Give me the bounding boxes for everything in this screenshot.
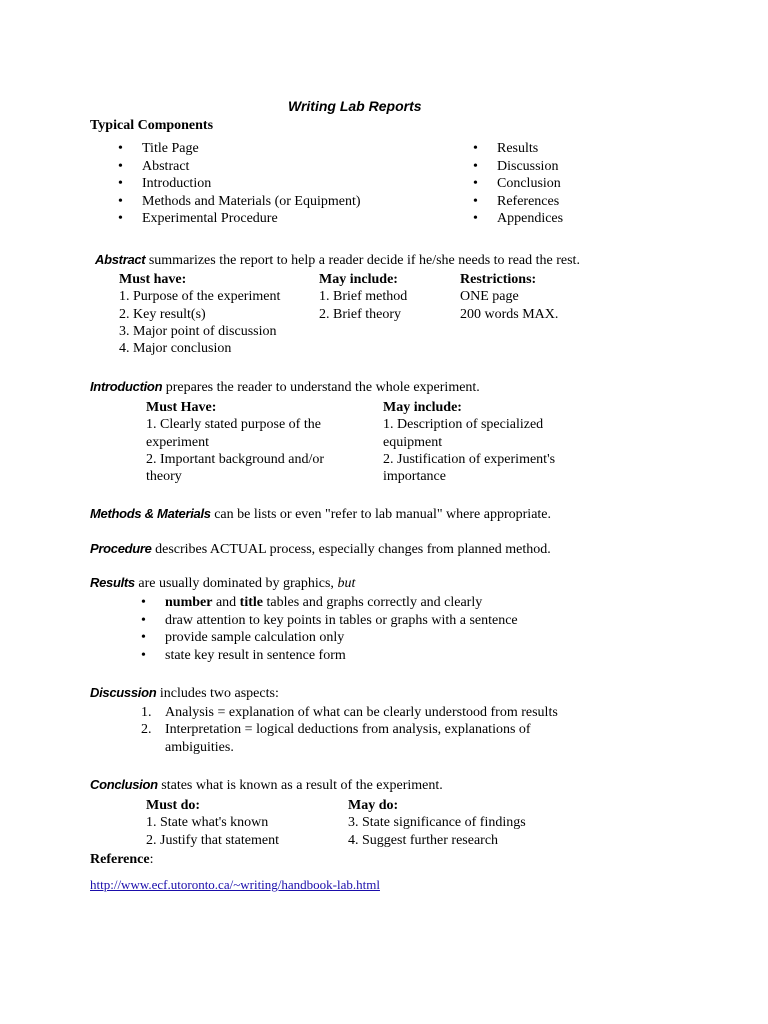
column-heading: Must do: (146, 798, 201, 813)
reference-line (90, 851, 153, 868)
list-item: 1. Description of specialized (383, 417, 544, 433)
list-item (165, 739, 558, 756)
column-heading: May do: (348, 798, 399, 813)
list-item: 2. Important background and/or (146, 451, 325, 467)
list-item: experiment (146, 434, 209, 450)
list-item (141, 721, 558, 738)
list-item: 3. Major point of discussion (119, 323, 277, 339)
column-heading: May include: (319, 272, 398, 287)
results-text: are usually dominated by graphics, (134, 576, 338, 591)
list-item: • Title Page (142, 140, 361, 158)
column-heading: Must have: (119, 272, 187, 287)
list-item: • Appendices (497, 210, 563, 228)
conclusion-term: Conclusion (90, 777, 158, 792)
list-item: • Experimental Procedure (142, 210, 361, 228)
list-item: ONE page (460, 289, 519, 305)
bold-text: title (239, 595, 263, 610)
results-term: Results (90, 575, 135, 590)
list-item: • Abstract (142, 158, 361, 176)
list-item: 2. Key result(s) (119, 306, 206, 322)
list-item: 1. Brief method (319, 289, 408, 305)
conclusion-text: states what is known as a result of the experiment. (157, 778, 443, 793)
discussion-text: includes two aspects: (156, 686, 279, 701)
results-line (90, 574, 355, 592)
abstract-term: Abstract (95, 252, 146, 267)
text: and (212, 595, 240, 610)
text: tables and graphs correctly and clearly (263, 595, 483, 610)
discussion-list (141, 704, 558, 756)
procedure-line (90, 540, 551, 558)
list-item (165, 594, 518, 612)
list-item: equipment (383, 434, 443, 450)
list-item: • Discussion (497, 158, 563, 176)
conclusion-line (90, 776, 443, 794)
abstract-may-column (319, 271, 407, 323)
abstract-must-column (119, 271, 280, 357)
abstract-line (95, 251, 580, 269)
list-item: • References (497, 193, 563, 211)
results-list (165, 594, 518, 664)
item-number: 2. (141, 722, 152, 738)
list-item: 3. State significance of findings (348, 815, 526, 831)
introduction-must-column (146, 399, 324, 485)
methods-term: Methods & Materials (90, 506, 211, 521)
list-item: 1. State what's known (146, 815, 269, 831)
methods-text: can be lists or even "refer to lab manual" where appropriate. (210, 507, 552, 522)
list-item: 2. Brief theory (319, 306, 402, 322)
column-heading: May include: (383, 400, 462, 415)
list-item: 200 words MAX. (460, 306, 559, 322)
abstract-text: summarizes the report to help a reader decide if he/she needs to read the rest. (145, 253, 580, 268)
results-text-italic: but (337, 576, 356, 591)
list-item: • Introduction (142, 175, 361, 193)
procedure-text: describes ACTUAL process, especially changes from planned method. (151, 542, 551, 557)
list-item: • Results (497, 140, 563, 158)
typical-components-heading: Typical Components (90, 118, 214, 133)
introduction-line (90, 378, 480, 396)
page-title: Writing Lab Reports (288, 98, 422, 114)
item-text: Interpretation = logical deductions from analysis, explanations of (165, 722, 531, 738)
list-item: theory (146, 469, 182, 485)
list-item: • Methods and Materials (or Equipment) (142, 193, 361, 211)
list-item (141, 704, 558, 721)
methods-line (90, 505, 551, 523)
list-item: 4. Suggest further research (348, 832, 499, 848)
list-item: • Conclusion (497, 175, 563, 193)
column-heading: Restrictions: (460, 272, 537, 287)
conclusion-may-column (348, 797, 526, 849)
procedure-term: Procedure (90, 541, 152, 556)
reference-label: Reference (90, 852, 150, 867)
introduction-term: Introduction (90, 379, 163, 394)
list-item: 1. Purpose of the experiment (119, 289, 281, 305)
list-item: • draw attention to key points in tables or graphs with a sentence (165, 612, 518, 630)
list-item: 4. Major conclusion (119, 341, 232, 357)
reference-link[interactable]: http://www.ecf.utoronto.ca/~writing/handbook-lab.html (90, 877, 380, 892)
discussion-term: Discussion (90, 685, 157, 700)
abstract-restrictions-column (460, 271, 558, 323)
item-text: ambiguities. (165, 739, 234, 755)
list-item: 2. Justification of experiment's (383, 451, 556, 467)
reference-link-line (90, 876, 380, 894)
list-item: 2. Justify that statement (146, 832, 279, 848)
components-list-right (497, 140, 563, 228)
item-number: 1. (141, 705, 152, 720)
introduction-text: prepares the reader to understand the whole experiment. (162, 380, 480, 395)
introduction-may-column (383, 399, 555, 485)
list-item: importance (383, 469, 446, 485)
components-list-left (142, 140, 361, 228)
conclusion-must-column (146, 797, 279, 849)
item-text: Analysis = explanation of what can be clearly understood from results (165, 705, 558, 720)
list-item: • provide sample calculation only (165, 629, 518, 647)
list-item: • state key result in sentence form (165, 647, 518, 665)
discussion-line (90, 684, 279, 702)
column-heading: Must Have: (146, 400, 217, 415)
list-item: 1. Clearly stated purpose of the (146, 417, 321, 433)
bold-text: number (165, 595, 213, 610)
reference-colon: : (149, 852, 154, 867)
